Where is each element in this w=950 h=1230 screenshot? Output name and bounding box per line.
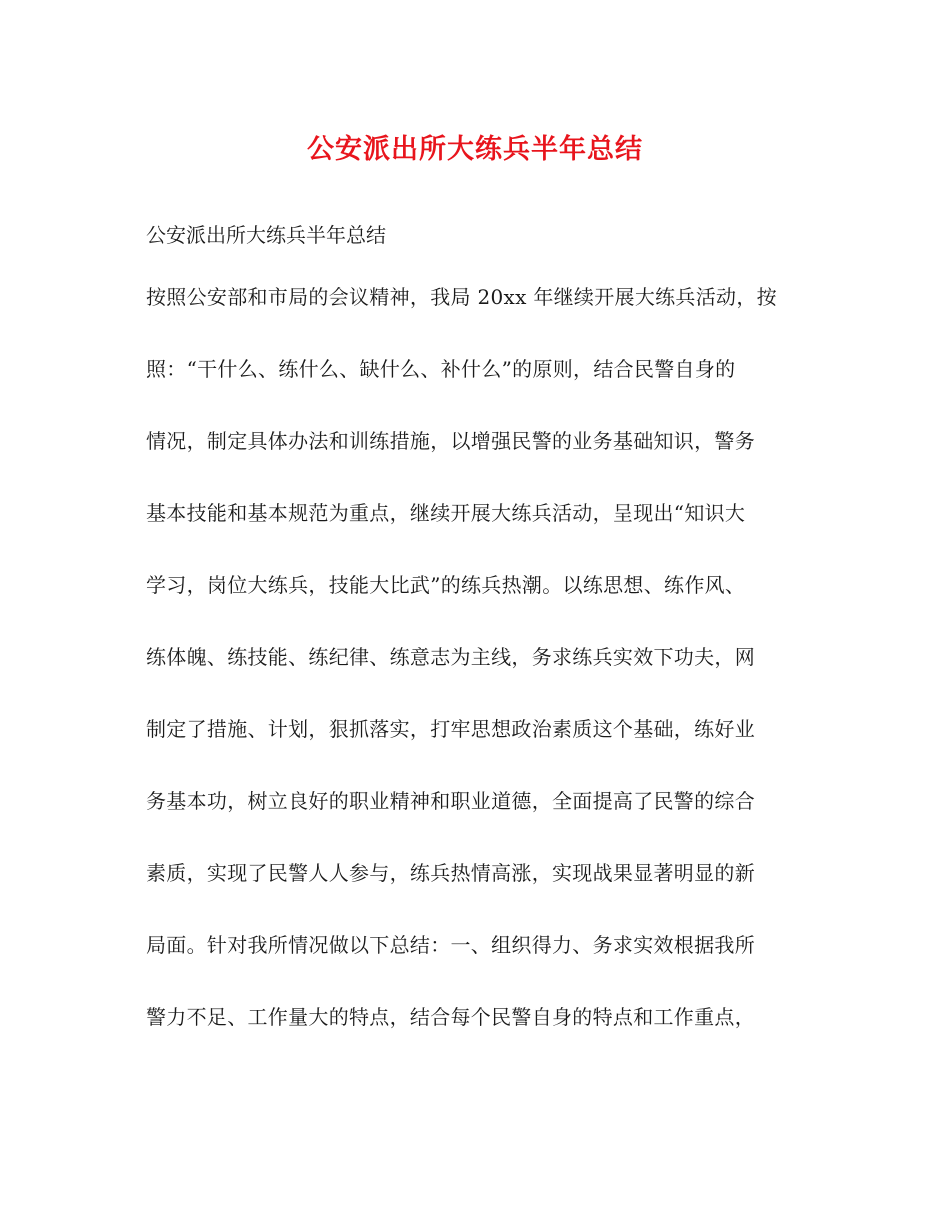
document-subtitle: 公安派出所大练兵半年总结	[146, 223, 386, 247]
body-line: 务基本功，树立良好的职业精神和职业道德，全面提高了民警的综合	[146, 789, 755, 813]
body-line: 照：“干什么、练什么、缺什么、补什么”的原则，结合民警自身的	[146, 357, 736, 381]
document-title: 公安派出所大练兵半年总结	[307, 134, 643, 165]
body-line: 基本技能和基本规范为重点，继续开展大练兵活动，呈现出“知识大	[146, 501, 746, 525]
body-line: 警力不足、工作量大的特点，结合每个民警自身的特点和工作重点，	[146, 1005, 755, 1029]
body-line: 练体魄、练技能、练纪律、练意志为主线，务求练兵实效下功夫，网	[146, 645, 755, 669]
body-line: 情况，制定具体办法和训练措施，以增强民警的业务基础知识，警务	[146, 429, 755, 453]
body-line: 制定了措施、计划，狠抓落实，打牢思想政治素质这个基础，练好业	[146, 717, 755, 741]
body-line: 按照公安部和市局的会议精神，我局 20xx 年继续开展大练兵活动，按	[146, 285, 777, 309]
body-line: 素质，实现了民警人人参与，练兵热情高涨，实现战果显著明显的新	[146, 861, 755, 885]
body-line: 局面。针对我所情况做以下总结：一、组织得力、务求实效根据我所	[146, 933, 755, 957]
body-line: 学习，岗位大练兵，技能大比武”的练兵热潮。以练思想、练作风、	[146, 573, 746, 597]
body-text	[146, 282, 806, 1074]
